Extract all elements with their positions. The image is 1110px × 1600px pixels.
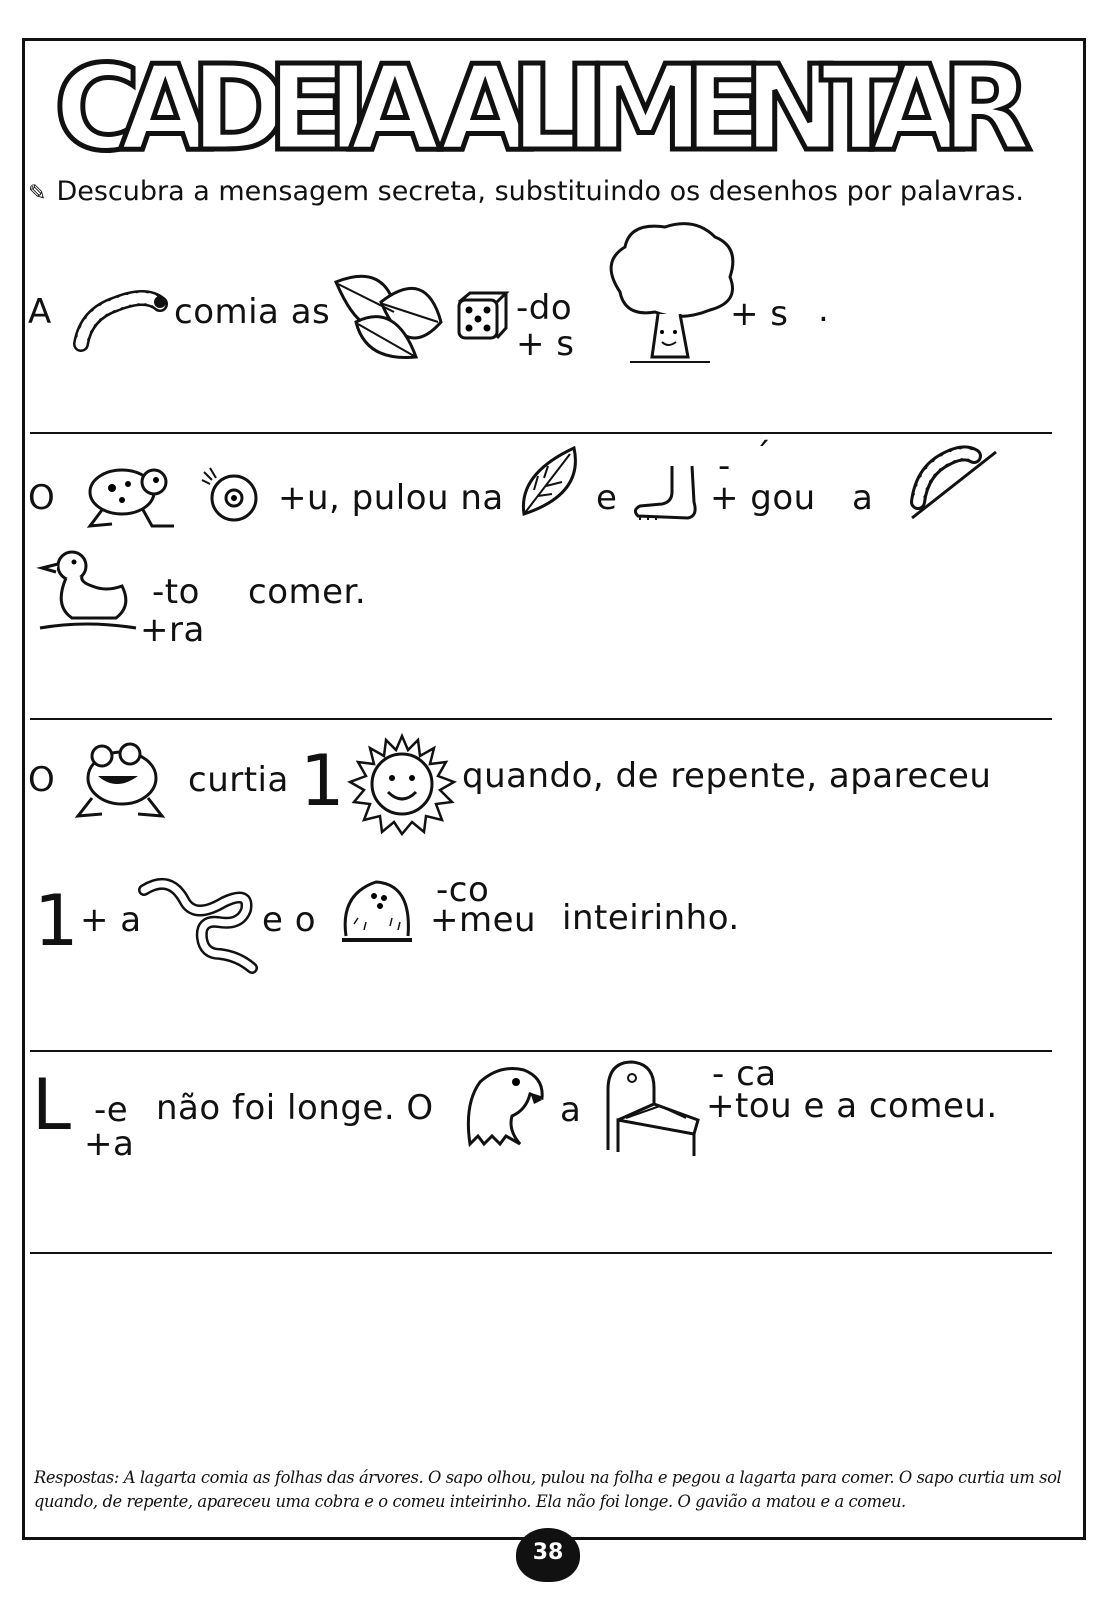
pencil-icon: ✎ bbox=[28, 181, 47, 206]
line1-s: + s bbox=[516, 324, 575, 364]
line3-comer: comer. bbox=[248, 572, 367, 612]
line5-co: -co bbox=[436, 870, 490, 910]
line2-u: +u, pulou na bbox=[278, 478, 504, 518]
caterpillar-on-branch-icon bbox=[908, 440, 1000, 520]
divider-4 bbox=[30, 1252, 1052, 1254]
line2-gou: + gou bbox=[710, 478, 816, 518]
line1-plus-s: + s bbox=[730, 294, 789, 334]
title-lettering bbox=[44, 44, 1044, 174]
line5-inteirinho: inteirinho. bbox=[562, 898, 740, 938]
line2-e: e bbox=[596, 478, 618, 518]
line2-o: O bbox=[28, 478, 56, 518]
line1-do: -do bbox=[516, 288, 573, 328]
leaves-icon bbox=[326, 262, 448, 362]
dice-icon bbox=[456, 290, 508, 342]
instruction bbox=[28, 176, 1024, 207]
line2-a: a bbox=[852, 478, 874, 518]
coconut-icon bbox=[340, 874, 414, 948]
line2-accent: ´ bbox=[754, 436, 772, 476]
line4-quando: quando, de repente, apareceu bbox=[462, 756, 992, 796]
foot-icon bbox=[632, 462, 702, 522]
divider-1 bbox=[30, 432, 1052, 434]
line6-tou: +tou e a comeu. bbox=[706, 1086, 998, 1126]
line6-e: -e bbox=[94, 1090, 129, 1130]
line6-a: a bbox=[560, 1090, 582, 1130]
divider-2 bbox=[30, 718, 1052, 720]
caterpillar-icon bbox=[76, 284, 166, 354]
line3-ra: +ra bbox=[140, 610, 205, 650]
line1-comia: comia as bbox=[174, 292, 331, 332]
sun-icon bbox=[346, 732, 458, 836]
line5-a: + a bbox=[80, 900, 142, 940]
frog-icon bbox=[82, 460, 178, 532]
line5-eo: e o bbox=[262, 900, 317, 940]
frog-icon-2 bbox=[72, 740, 172, 820]
line3-to: -to bbox=[152, 572, 200, 612]
instruction-text: Descubra a mensagem secreta, substituindo os desenhos por palavras. bbox=[56, 176, 1024, 207]
line6-a-plus: +a bbox=[84, 1124, 135, 1164]
divider-3 bbox=[30, 1050, 1052, 1052]
tree-icon bbox=[600, 222, 740, 372]
eagle-icon bbox=[460, 1064, 546, 1148]
line5-one: 1 bbox=[34, 880, 79, 962]
eye-icon bbox=[200, 466, 260, 524]
title-text: CADEIA ALIMENTAR bbox=[54, 44, 1034, 174]
answers-text: Respostas: A lagarta comia as folhas das árvores. O sapo olhou, pulou na folha e pegou a lagarta para comer. O sapo curtia um sol quando, de repente, apareceu uma cobra e o comeu inteirinho. Ela não foi longe. O gavião a matou e a comeu. bbox=[34, 1468, 1062, 1511]
line4-o: O bbox=[28, 760, 56, 800]
page-number: 38 bbox=[516, 1528, 580, 1582]
snake-icon bbox=[140, 876, 258, 972]
line4-one: 1 bbox=[300, 740, 345, 822]
line2-dash: - bbox=[718, 446, 731, 486]
line6-nao: não foi longe. O bbox=[156, 1088, 434, 1128]
bed-icon bbox=[604, 1060, 700, 1160]
line6-L: L bbox=[32, 1064, 71, 1146]
leaf-icon bbox=[518, 444, 580, 518]
page-title bbox=[44, 44, 1044, 174]
line6-ca: - ca bbox=[712, 1054, 777, 1094]
line5-meu: +meu bbox=[430, 900, 537, 940]
duck-icon bbox=[36, 546, 142, 636]
line1-dot: . bbox=[818, 290, 830, 330]
line1-a: A bbox=[28, 292, 52, 332]
line4-curtia: curtia bbox=[188, 760, 289, 800]
